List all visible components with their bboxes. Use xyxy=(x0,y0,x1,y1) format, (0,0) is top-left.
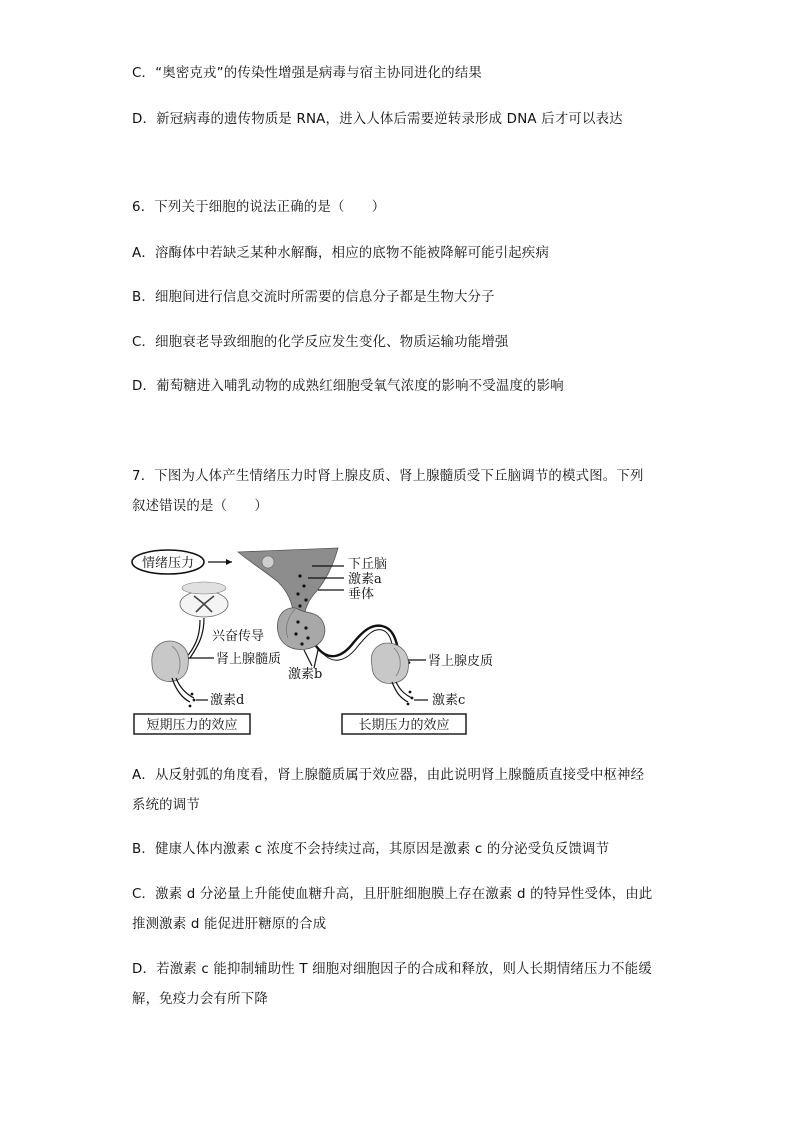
q7-stem-line1: 7．下图为人体产生情绪压力时肾上腺皮质、肾上腺髓质受下丘脑调节的模式图。下列 xyxy=(132,469,644,484)
q7-stem-line2: 叙述错误的是（ ） xyxy=(132,499,268,514)
hormone-d-label: 激素d xyxy=(210,693,245,708)
q7-option-d-line1: D．若激素 c 能抑制辅助性 T 细胞对细胞因子的合成和释放，则人长期情绪压力不能缓 xyxy=(132,962,652,977)
long-term-label: 长期压力的效应 xyxy=(358,718,450,733)
pituitary-label: 垂体 xyxy=(348,587,375,602)
q7-option-c-line2: 推测激素 d 能促进肝糖原的合成 xyxy=(132,917,327,932)
left-adrenal-gland xyxy=(152,641,189,681)
right-adrenal-gland xyxy=(371,643,408,684)
adrenal-cortex-label: 肾上腺皮质 xyxy=(428,654,494,669)
hormone-c-label: 激素c xyxy=(432,693,466,708)
q6-option-d: D．葡萄糖进入哺乳动物的成熟红细胞受氧气浓度的影响不受温度的影响 xyxy=(132,379,564,394)
q7-option-a-line1: A．从反射弧的角度看，肾上腺髓质属于效应器，由此说明肾上腺髓质直接受中枢神经 xyxy=(132,768,645,783)
q7-option-b: B．健康人体内激素 c 浓度不会持续过高，其原因是激素 c 的分泌受负反馈调节 xyxy=(132,842,610,857)
q5-option-c: C．“奥密克戎”的传染性增强是病毒与宿主协同进化的结果 xyxy=(132,66,482,81)
hormone-b-label: 激素b xyxy=(288,667,323,682)
q7-option-d-line2: 解，免疫力会有所下降 xyxy=(132,992,268,1007)
hypothalamus-shape xyxy=(238,548,338,616)
q5-option-d: D．新冠病毒的遗传物质是 RNA，进入人体后需要逆转录形成 DNA 后才可以表达 xyxy=(132,112,623,127)
hormone-regulation-diagram xyxy=(128,546,528,738)
q6-option-a: A．溶酶体中若缺乏某种水解酶，相应的底物不能被降解可能引起疾病 xyxy=(132,246,550,261)
short-term-label: 短期压力的效应 xyxy=(146,718,238,733)
q6-option-b: B．细胞间进行信息交流时所需要的信息分子都是生物大分子 xyxy=(132,290,495,305)
q7-option-c-line1: C．激素 d 分泌量上升能使血糖升高，且肝脏细胞膜上存在激素 d 的特异性受体，由此 xyxy=(132,887,653,902)
q6-option-c: C．细胞衰老导致细胞的化学反应发生变化、物质运输功能增强 xyxy=(132,335,509,350)
hormone-a-label: 激素a xyxy=(348,572,382,587)
q7-option-a-line2: 系统的调节 xyxy=(132,798,200,813)
hypothalamus-label: 下丘脑 xyxy=(348,557,388,572)
emotion-stress-label: 情绪压力 xyxy=(141,556,195,571)
excitation-label: 兴奋传导 xyxy=(212,629,265,644)
q6-stem: 6．下列关于细胞的说法正确的是（ ） xyxy=(132,200,386,215)
adrenal-medulla-label: 肾上腺髓质 xyxy=(216,652,282,667)
